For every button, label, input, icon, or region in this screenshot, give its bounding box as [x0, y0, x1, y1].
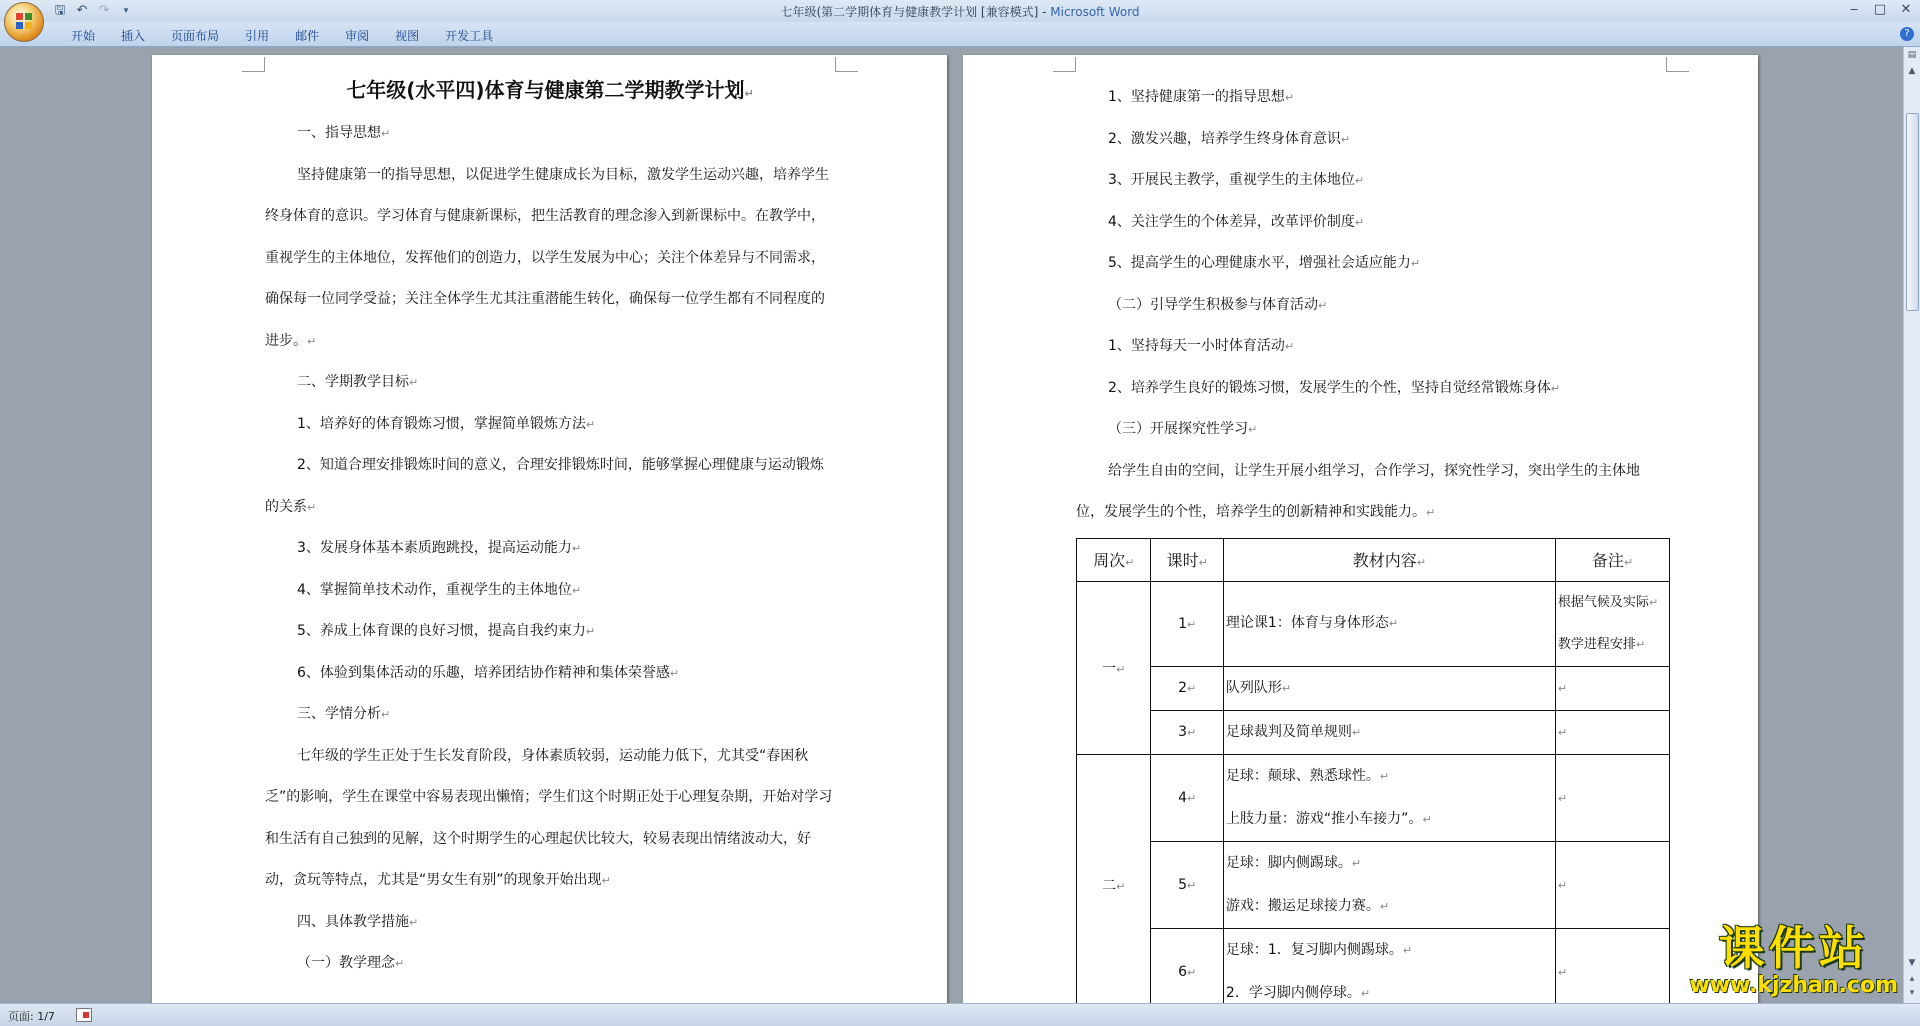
undo-icon[interactable]: ↶: [76, 3, 88, 18]
document-heading: 七年级(水平四)体育与健康第二学期教学计划↵: [346, 78, 754, 102]
lesson-text: 5: [1178, 876, 1188, 893]
header-text: 备注: [1591, 551, 1624, 570]
paragraph-text: 5、提高学生的心理健康水平，增强社会适应能力: [1108, 255, 1411, 271]
window-title: [0, 3, 1920, 20]
paragraph-text: 5、养成上体育课的良好习惯，提高自我约束力: [297, 623, 586, 639]
lesson-cell[interactable]: [1151, 581, 1223, 666]
paragraph: [1076, 368, 1666, 410]
proofing-icon[interactable]: [76, 1008, 92, 1022]
note-cell[interactable]: [1555, 754, 1669, 841]
crop-mark: [1053, 57, 1076, 72]
cell-line: [1226, 667, 1553, 710]
header-text: 教材内容: [1352, 551, 1417, 570]
content-cell[interactable]: [1223, 754, 1555, 841]
paragraph: [1076, 119, 1666, 161]
crop-mark: [1666, 57, 1689, 72]
paragraph: [265, 113, 835, 155]
paragraph-mark-icon: ↵: [1284, 340, 1295, 353]
paragraph-mark-icon: ↵: [601, 874, 611, 887]
table-header-cell[interactable]: [1077, 538, 1151, 581]
paragraph-mark-icon: ↵: [1198, 556, 1208, 569]
help-icon[interactable]: ?: [1900, 27, 1914, 41]
status-bar: [0, 1003, 1920, 1026]
header-text: 课时: [1166, 551, 1199, 570]
paragraph: [1076, 160, 1666, 202]
note-cell[interactable]: [1555, 666, 1669, 710]
paragraph: [265, 528, 835, 570]
paragraph-mark-icon: ↵: [1116, 879, 1126, 893]
office-button[interactable]: [4, 2, 44, 42]
paragraph-text: 3、发展身体基本素质跑跳投，提高运动能力: [297, 540, 572, 556]
week-text: 二: [1102, 877, 1117, 894]
paragraph-text: 2、培养学生良好的锻炼习惯，发展学生的个性，坚持自觉经常锻炼身体: [1108, 379, 1551, 396]
cell-text: 队列队形: [1225, 679, 1282, 696]
paragraph-mark-icon: ↵: [1187, 878, 1197, 892]
paragraph-mark-icon: ↵: [1351, 856, 1362, 870]
paragraph-mark-icon: ↵: [1379, 769, 1390, 783]
cell-text: 2．学习脚内侧停球。: [1225, 984, 1361, 1001]
cell-text: 上肢力量：游戏“推小车接力”。: [1225, 810, 1423, 827]
paragraph-mark-icon: ↵: [381, 708, 391, 721]
paragraph-text: 4、关注学生的个体差异，改革评价制度: [1108, 213, 1355, 230]
paragraph-text: （一）教学理念: [297, 955, 395, 971]
cell-text: 足球：颠球、熟悉球性。: [1225, 767, 1380, 784]
paragraph-mark-icon: ↵: [307, 334, 317, 348]
cell-line: [1226, 798, 1553, 841]
paragraph-mark-icon: ↵: [381, 127, 391, 140]
table-row: [1077, 710, 1670, 754]
cell-line: [1558, 582, 1667, 624]
paragraph-mark-icon: ↵: [395, 957, 405, 970]
paragraph-text: 一、指导思想: [297, 125, 381, 141]
paragraph: [265, 570, 835, 612]
paragraph-text: 四、具体教学措施: [297, 913, 409, 930]
paragraph-list: [1076, 77, 1666, 534]
cell-text: 教学进程安排: [1557, 636, 1636, 652]
note-cell[interactable]: [1555, 841, 1669, 928]
week-cell[interactable]: [1077, 754, 1151, 1003]
document-page-1: [152, 55, 947, 1003]
paragraph-mark-icon: ↵: [1557, 726, 1568, 739]
content-cell[interactable]: [1223, 666, 1555, 710]
paragraph-mark-icon: ↵: [1550, 381, 1561, 395]
paragraph-text: （三）开展探究性学习: [1108, 421, 1248, 437]
redo-icon[interactable]: ↷: [98, 3, 110, 18]
close-icon[interactable]: ✕: [1900, 2, 1912, 17]
paragraph-text: 给学生自由的空间，让学生开展小组学习，合作学习，探究性学习，突出学生的主体地位，发展学生的个性，培养学生的创新精神和实践能力。: [1076, 462, 1640, 520]
note-cell[interactable]: [1555, 710, 1669, 754]
page-content[interactable]: [1076, 71, 1666, 1003]
paragraph-mark-icon: ↵: [1410, 257, 1421, 270]
paragraph-text: 1、坚持健康第一的指导思想: [1108, 89, 1285, 105]
paragraph: [265, 902, 835, 944]
crop-mark: [835, 57, 858, 72]
paragraph-mark-icon: ↵: [1187, 965, 1197, 979]
paragraph-mark-icon: ↵: [1557, 878, 1568, 892]
cell-text: 足球：1．复习脚内侧踢球。: [1225, 941, 1403, 958]
paragraph-mark-icon: ↵: [409, 376, 419, 389]
note-cell[interactable]: [1555, 581, 1669, 666]
paragraph: [1076, 326, 1666, 368]
paragraph: [265, 362, 835, 404]
paragraph-mark-icon: ↵: [1416, 556, 1427, 569]
paragraph-text: 1、培养好的体育锻炼习惯，掌握简单锻炼方法: [297, 415, 586, 432]
ruler-toggle-icon[interactable]: ▤: [1907, 50, 1917, 60]
table-row: [1077, 928, 1670, 1003]
table-header-cell[interactable]: [1223, 538, 1555, 581]
lesson-text: 6: [1178, 963, 1188, 980]
cell-line: [1226, 972, 1553, 1004]
paragraph-mark-icon: ↵: [1648, 595, 1659, 609]
paragraph-text: 6、体验到集体活动的乐趣，培养团结协作精神和集体荣誉感: [297, 664, 670, 681]
content-cell[interactable]: [1223, 581, 1555, 666]
paragraph-text: 1、坚持每天一小时体育活动: [1108, 338, 1285, 354]
page-indicator[interactable]: 页面: 1/7: [8, 1010, 55, 1023]
paragraph: [1076, 243, 1666, 285]
paragraph-list: [265, 113, 835, 985]
paragraph-mark-icon: ↵: [1426, 506, 1436, 519]
paragraph: [1076, 202, 1666, 244]
paragraph-text: （二）引导学生积极参与体育活动: [1108, 296, 1318, 313]
cell-text: 足球裁判及简单规则: [1225, 723, 1352, 740]
ribbon-tab[interactable]: 邮件: [295, 29, 320, 43]
crop-mark: [242, 57, 265, 72]
cell-text: 根据气候及实际: [1557, 594, 1649, 610]
lesson-cell[interactable]: [1151, 754, 1223, 841]
lesson-text: 3: [1178, 724, 1188, 740]
dropdown-icon[interactable]: ▾: [123, 6, 129, 16]
paragraph-mark-icon: ↵: [1248, 423, 1258, 436]
paragraph-text: 2、知道合理安排锻炼时间的意义，合理安排锻炼时间，能够掌握心理健康与运动锻炼的关系: [265, 457, 824, 515]
cell-line: [1226, 929, 1553, 972]
paragraph: [1076, 77, 1666, 119]
paragraph: [1076, 285, 1666, 327]
content-cell[interactable]: [1223, 841, 1555, 928]
paragraph-mark-icon: ↵: [1557, 965, 1568, 979]
watermark: [1689, 922, 1898, 998]
schedule-table[interactable]: [1076, 538, 1670, 1004]
table-row: [1077, 754, 1670, 841]
maximize-icon[interactable]: □: [1873, 2, 1887, 17]
scrollbar-thumb[interactable]: [1906, 113, 1919, 311]
table-row: [1077, 581, 1670, 666]
cell-text: 理论课1：体育与身体形态: [1225, 615, 1389, 631]
paragraph: [265, 445, 835, 528]
title-bar: [0, 0, 1920, 22]
paragraph: [265, 611, 835, 653]
paragraph-mark-icon: ↵: [1187, 791, 1197, 805]
paragraph: [265, 694, 835, 736]
paragraph-mark-icon: ↵: [1281, 681, 1292, 695]
paragraph-mark-icon: ↵: [571, 583, 582, 597]
paragraph-mark-icon: ↵: [1125, 556, 1135, 569]
paragraph-text: 2、激发兴趣，培养学生终身体育意识: [1108, 130, 1341, 147]
paragraph-text: 二、学期教学目标: [297, 374, 409, 390]
paragraph-mark-icon: ↵: [307, 500, 317, 514]
paragraph: [265, 943, 835, 985]
content-cell[interactable]: [1223, 710, 1555, 754]
cell-line: [1226, 602, 1553, 645]
content-cell[interactable]: [1223, 928, 1555, 1003]
paragraph-mark-icon: ↵: [585, 417, 596, 431]
paragraph-mark-icon: ↵: [1557, 791, 1568, 805]
app-name: Microsoft Word: [1050, 5, 1140, 19]
lesson-text: 1: [1178, 615, 1188, 632]
cell-line: [1226, 711, 1553, 754]
paragraph-mark-icon: ↵: [1422, 812, 1432, 826]
cell-text: 游戏：搬运足球接力赛。: [1225, 897, 1380, 914]
paragraph-mark-icon: ↵: [669, 666, 680, 680]
paragraph-mark-icon: ↵: [585, 625, 596, 638]
paragraph: [265, 736, 835, 902]
paragraph: [265, 404, 835, 446]
previous-page-icon[interactable]: ▴: [1909, 974, 1915, 984]
paragraph: [1076, 451, 1666, 534]
paragraph: [265, 653, 835, 695]
document-title: 七年级(第二学期体育与健康教学计划 [兼容模式] -: [780, 5, 1051, 19]
save-icon[interactable]: 🖫: [54, 3, 66, 18]
paragraph-mark-icon: ↵: [1284, 91, 1295, 104]
watermark-url: www.kjzhan.com: [1689, 973, 1898, 998]
paragraph-mark-icon: ↵: [1360, 986, 1371, 1000]
paragraph-mark-icon: ↵: [1635, 637, 1646, 651]
paragraph-mark-icon: ↵: [1354, 174, 1365, 187]
paragraph: [265, 155, 835, 363]
table-header-cell[interactable]: [1151, 538, 1223, 581]
watermark-logo: 课件站: [1718, 921, 1869, 975]
vertical-scrollbar[interactable]: [1903, 47, 1920, 1003]
paragraph-mark-icon: ↵: [1187, 726, 1197, 739]
cell-line: [1226, 755, 1553, 798]
paragraph-mark-icon: ↵: [1402, 943, 1413, 957]
page-content[interactable]: [265, 71, 835, 985]
cell-line: [1226, 885, 1553, 928]
paragraph-mark-icon: ↵: [1187, 682, 1197, 695]
document-page-2: [963, 55, 1758, 1003]
scroll-down-icon[interactable]: ▼: [1908, 958, 1916, 968]
paragraph-mark-icon: ↵: [409, 915, 419, 929]
window-controls: [1846, 2, 1914, 17]
header-text: 周次: [1093, 551, 1126, 570]
paragraph-mark-icon: ↵: [1318, 298, 1328, 312]
document-workspace: [0, 47, 1904, 1003]
paragraph-mark-icon: ↵: [1557, 682, 1568, 695]
ribbon-tab-bar: [0, 22, 1920, 47]
table-header-cell[interactable]: [1555, 538, 1669, 581]
paragraph-mark-icon: ↵: [1379, 899, 1390, 913]
lesson-cell[interactable]: [1151, 841, 1223, 928]
ribbon-tab[interactable]: 插入: [121, 29, 146, 43]
paragraph-mark-icon: ↵: [1116, 662, 1126, 676]
paragraph-text: 3、开展民主教学，重视学生的主体地位: [1108, 172, 1355, 188]
ribbon-tab[interactable]: 审阅: [345, 29, 370, 43]
office-logo-icon: [15, 12, 33, 30]
paragraph-text: 4、掌握简单技术动作，重视学生的主体地位: [297, 581, 572, 598]
ribbon-tab[interactable]: 引用: [245, 29, 270, 43]
paragraph-text: 七年级的学生正处于生长发育阶段，身体素质较弱，运动能力低下，尤其受“春困秋乏”的影响，学生在课堂中容易表现出懒惰；学生们这个时期正处于心理复杂期，开始对学习和生活有自己独到的见解，这个时期学生的心理起伏比较大，较易表现出情绪波动大，好动，贪玩等特点，尤其是“男女生有别”的现象开始出现: [265, 747, 833, 888]
cell-text: 足球：脚内侧踢球。: [1225, 854, 1352, 871]
lesson-cell[interactable]: [1151, 928, 1223, 1003]
paragraph-mark-icon: ↵: [1351, 725, 1362, 739]
cell-line: [1226, 842, 1553, 885]
paragraph-mark-icon: ↵: [1187, 617, 1197, 631]
cell-line: [1558, 624, 1667, 666]
paragraph-mark-icon: ↵: [1388, 617, 1399, 630]
week-cell[interactable]: [1077, 581, 1151, 754]
ribbon-tab[interactable]: 开发工具: [445, 29, 494, 43]
ribbon-tabs: [58, 27, 506, 44]
table-header-row: [1077, 538, 1670, 581]
table-row: [1077, 841, 1670, 928]
paragraph-text: 三、学情分析: [297, 706, 381, 722]
paragraph-mark-icon: ↵: [1623, 556, 1634, 569]
week-text: 一: [1102, 660, 1117, 677]
note-cell[interactable]: [1555, 928, 1669, 1003]
table-row: [1077, 666, 1670, 710]
lesson-text: 2: [1178, 680, 1188, 696]
paragraph-mark-icon: ↵: [571, 542, 582, 555]
lesson-text: 4: [1178, 789, 1188, 806]
next-page-icon[interactable]: ▾: [1909, 988, 1915, 998]
ribbon-tab[interactable]: 视图: [395, 29, 420, 43]
paragraph-mark-icon: ↵: [1340, 132, 1351, 146]
lesson-cell[interactable]: [1151, 666, 1223, 710]
paragraph: [1076, 409, 1666, 451]
ribbon-tab[interactable]: 页面布局: [171, 29, 220, 43]
lesson-cell[interactable]: [1151, 710, 1223, 754]
paragraph-text: 坚持健康第一的指导思想，以促进学生健康成长为目标，激发学生运动兴趣，培养学生终身体育的意识。学习体育与健康新课标，把生活教育的理念渗入到新课标中。在教学中，重视学生的主体地位，发挥他们的创造力，以学生发展为中心；关注个体差异与不同需求，确保每一位同学受益；关注全体学生尤其注重潜能生转化，确保每一位学生都有不同程度的进步。: [265, 166, 829, 349]
scroll-up-icon[interactable]: ▲: [1908, 66, 1916, 76]
ribbon-tab[interactable]: 开始: [71, 29, 96, 43]
minimize-icon[interactable]: ‒: [1849, 2, 1859, 17]
paragraph-mark-icon: ↵: [1354, 215, 1365, 229]
